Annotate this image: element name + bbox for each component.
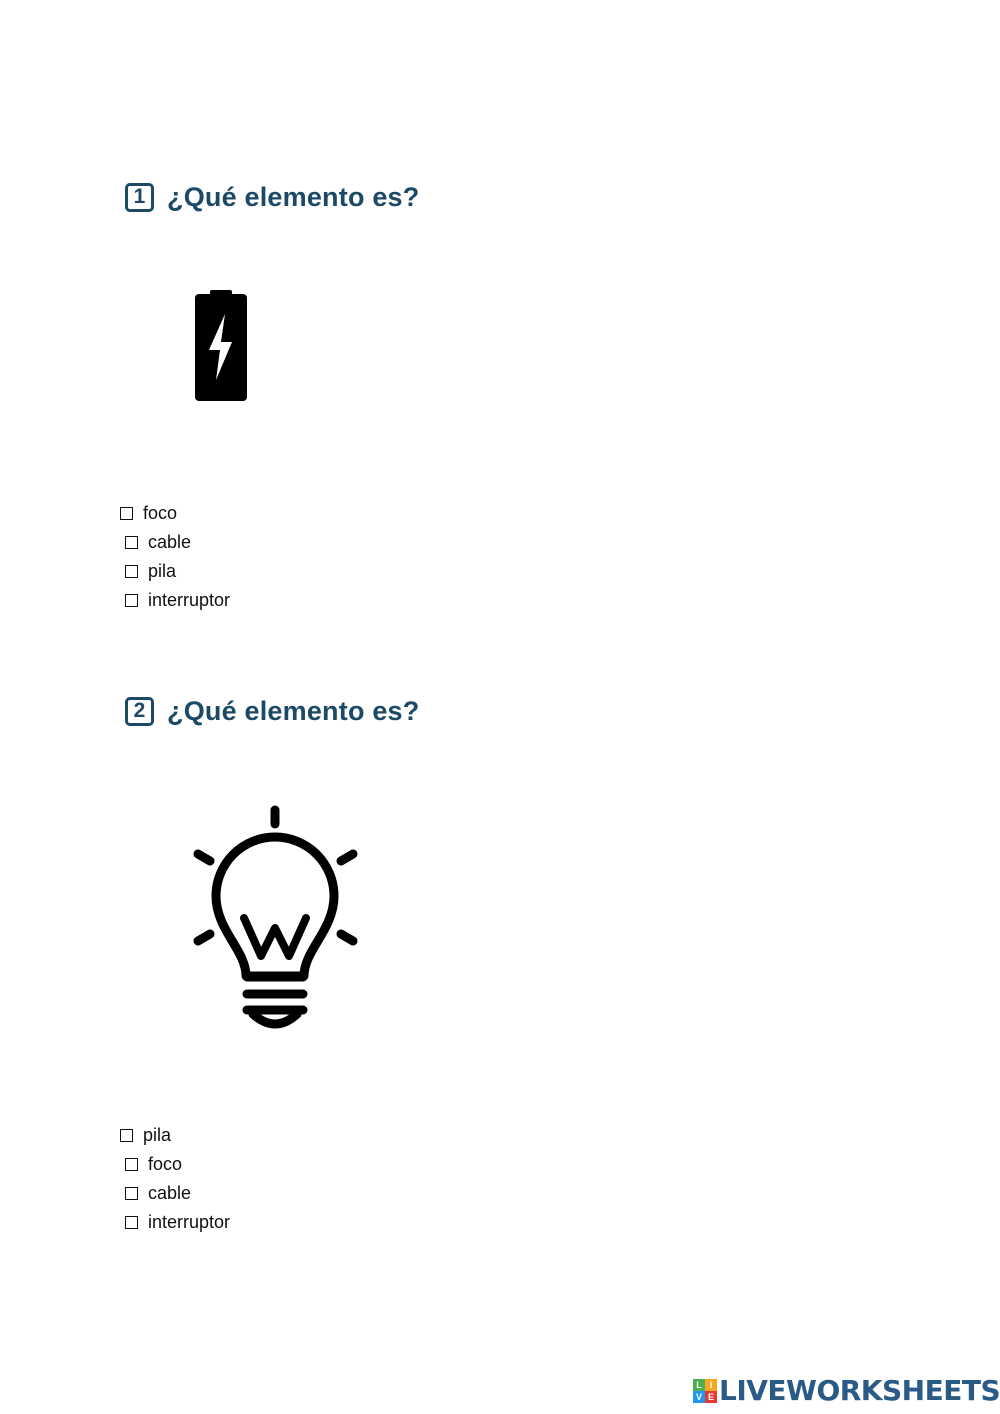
option-label: cable — [148, 532, 192, 552]
logo-letter: I — [705, 1379, 717, 1391]
brand-name: LIVEWORKSHEETS — [719, 1374, 1000, 1407]
checkbox[interactable] — [125, 1187, 138, 1200]
option-label: pila — [148, 561, 177, 581]
checkbox[interactable] — [125, 565, 138, 578]
light-bulb-icon — [188, 800, 364, 1037]
logo-letter: E — [705, 1391, 717, 1403]
question-title: ¿Qué elemento es? — [167, 181, 420, 212]
liveworksheets-logo-icon — [693, 1379, 717, 1403]
option-interruptor[interactable] — [120, 1208, 230, 1237]
question-2-options — [120, 1121, 230, 1237]
logo-letter: L — [693, 1379, 705, 1391]
option-label: interruptor — [148, 590, 231, 610]
option-pila[interactable] — [120, 1121, 230, 1150]
checkbox[interactable] — [120, 507, 133, 520]
option-cable[interactable] — [120, 1179, 230, 1208]
option-cable[interactable] — [120, 528, 230, 557]
option-pila[interactable] — [120, 557, 230, 586]
question-1-heading — [125, 179, 419, 215]
logo-letter: V — [693, 1391, 705, 1403]
checkbox[interactable] — [125, 594, 138, 607]
checkbox[interactable] — [120, 1129, 133, 1142]
option-label: pila — [143, 1125, 172, 1145]
checkbox[interactable] — [125, 536, 138, 549]
question-1-options — [120, 499, 230, 615]
liveworksheets-brand — [693, 1374, 1000, 1407]
option-label: cable — [148, 1183, 192, 1203]
question-number-badge: 2 — [125, 697, 154, 726]
question-number-badge: 1 — [125, 183, 154, 212]
option-label: interruptor — [148, 1212, 231, 1232]
option-label: foco — [148, 1154, 183, 1174]
option-foco[interactable] — [120, 499, 230, 528]
checkbox[interactable] — [125, 1158, 138, 1171]
option-interruptor[interactable] — [120, 586, 230, 615]
option-label: foco — [143, 503, 178, 523]
question-title: ¿Qué elemento es? — [167, 695, 420, 726]
option-foco[interactable] — [120, 1150, 230, 1179]
checkbox[interactable] — [125, 1216, 138, 1229]
question-2-heading — [125, 693, 419, 729]
battery-icon — [190, 288, 252, 409]
